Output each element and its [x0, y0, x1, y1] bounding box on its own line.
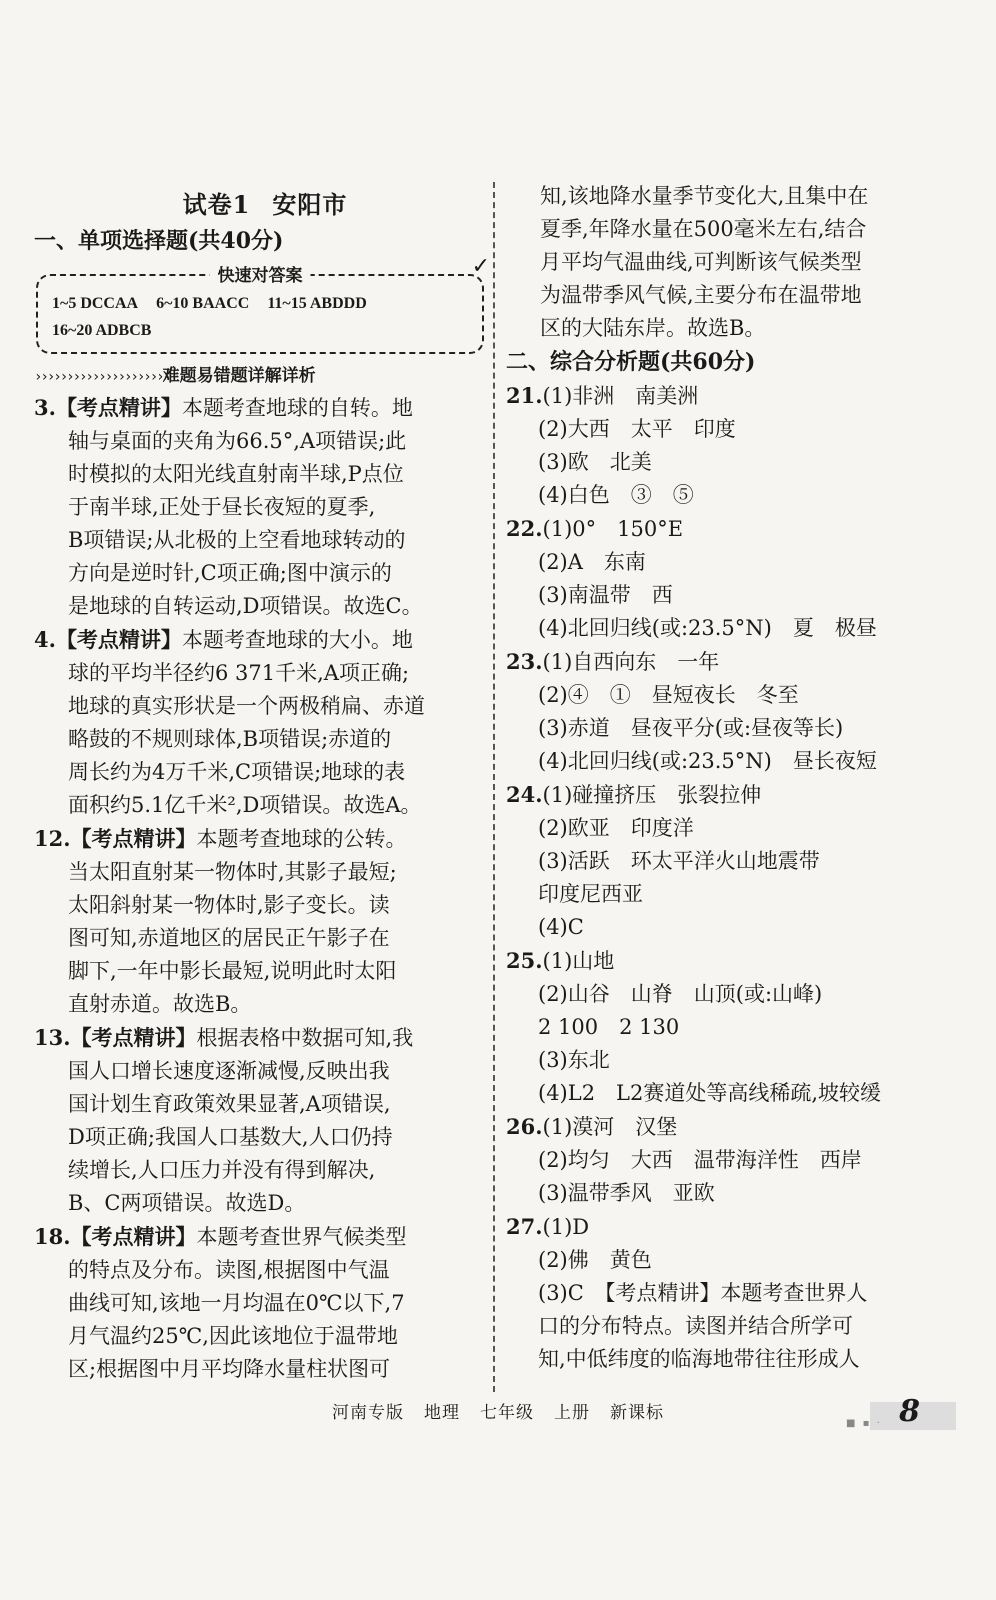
answer-text: (1)自西向东 一年	[542, 650, 720, 674]
paper-title	[34, 185, 496, 220]
explanation-line: 知,该地降水量季节变化大,且集中在	[540, 184, 869, 208]
explanation-text: 图可知,赤道地区的居民正午影子在	[68, 926, 390, 950]
explanation-line	[34, 623, 496, 657]
answer-text: (2)佛 黄色	[538, 1248, 652, 1272]
section-2-title: 二、综合分析题(共60分)	[506, 349, 756, 375]
explanation-line	[34, 524, 496, 557]
answer-question	[506, 645, 966, 679]
explanation-text: 本题考查地球的大小。地	[181, 628, 413, 652]
answer-text: (2)欧亚 印度洋	[538, 816, 694, 840]
footer-item: 上册	[554, 1403, 590, 1423]
question-number: 21.	[506, 383, 543, 408]
explanation-text: 直射赤道。故选B。	[68, 992, 252, 1016]
explanation-text: D项正确;我国人口基数大,人口仍持	[68, 1125, 393, 1149]
explanation-text: 本题考查世界气候类型	[196, 1225, 407, 1249]
answer-text: (4)北回归线(或:23.5°N) 夏 极昼	[538, 616, 877, 640]
key-point-tag: 【考点精讲】	[55, 627, 182, 652]
answer-text: (2)大西 太平 印度	[538, 417, 736, 441]
detail-banner	[34, 362, 496, 391]
question-number: 27.	[506, 1214, 543, 1239]
arrow-decoration-icon: ››››››››››››››››››››	[34, 369, 163, 385]
answer-question	[506, 778, 966, 812]
answer-text: 2 100 2 130	[538, 1015, 680, 1039]
explanation-line	[34, 1320, 496, 1353]
paper-label: 试卷1	[182, 190, 251, 219]
answer-text: (2)A 东南	[538, 550, 646, 574]
answer-text: (1)D	[542, 1215, 590, 1239]
explanation-text: 面积约5.1亿千米²,D项错误。故选A。	[68, 793, 422, 817]
answer-text: (3)温带季风 亚欧	[538, 1181, 715, 1205]
answer-text: (1)0° 150°E	[542, 517, 684, 541]
explanation-line	[34, 1021, 496, 1055]
answer-text: (3)欧 北美	[538, 450, 652, 474]
answer-question	[506, 1110, 966, 1144]
explanation-text: 是地球的自转运动,D项错误。故选C。	[68, 594, 423, 618]
page-number: 8	[899, 1394, 920, 1429]
question-number: 3.	[34, 395, 56, 420]
explanation-line	[34, 922, 496, 955]
explanation-text: 曲线可知,该地一月均温在0℃以下,7	[68, 1291, 405, 1315]
answer-key-group: 11~15 ABDDD	[267, 295, 367, 312]
explanation-line	[34, 391, 496, 425]
checkmark-icon: ✓	[471, 254, 490, 279]
question-number: 12.	[34, 826, 71, 851]
answer-text: (1)碰撞挤压 张裂拉伸	[542, 783, 762, 807]
answer-key-line	[52, 290, 468, 317]
answer-key-box	[36, 254, 490, 354]
answer-text: (4)白色 ③ ⑤	[538, 483, 694, 507]
answer-text: (3)C 【考点精讲】本题考查世界人	[538, 1281, 868, 1305]
answer-text: (3)东北	[538, 1048, 610, 1072]
explanation-line	[34, 1353, 496, 1386]
explanation-line	[34, 458, 496, 491]
column-divider	[493, 182, 495, 1392]
explanation-text: B项错误;从北极的上空看地球转动的	[68, 528, 406, 552]
explanation-text: 轴与桌面的夹角为66.5°,A项错误;此	[68, 429, 407, 453]
explanation-line	[34, 955, 496, 988]
explanation-line	[34, 756, 496, 789]
answer-text: (3)赤道 昼夜平分(或:昼夜等长)	[538, 716, 844, 740]
explanation-line	[34, 1287, 496, 1320]
answer-text: (2)均匀 大西 温带海洋性 西岸	[538, 1148, 862, 1172]
explanation-line	[34, 1055, 496, 1088]
explanation-line	[34, 723, 496, 756]
explanation-line	[34, 690, 496, 723]
explanation-line	[34, 1088, 496, 1121]
answer-text: (3)活跃 环太平洋火山地震带	[538, 849, 820, 873]
explanation-line	[34, 822, 496, 856]
question-number: 4.	[34, 627, 56, 652]
answer-text: (4)L2 L2赛道处等高线稀疏,坡较缓	[538, 1081, 882, 1105]
explanation-text: 太阳斜射某一物体时,影子变长。读	[68, 893, 390, 917]
explanation-text: 地球的真实形状是一个两极稍扁、赤道	[68, 694, 425, 718]
explanation-line	[34, 1187, 496, 1220]
explanation-text: 月气温约25℃,因此该地位于温带地	[68, 1324, 398, 1348]
left-column	[34, 185, 496, 1386]
dots-decoration-icon: ■ ▪ ·	[846, 1418, 882, 1429]
explanation-line	[34, 889, 496, 922]
key-point-tag: 【考点精讲】	[70, 1224, 197, 1249]
explanation-text: 国人口增长速度逐渐减慢,反映出我	[68, 1059, 390, 1083]
explanation-text: 脚下,一年中影长最短,说明此时太阳	[68, 959, 397, 983]
explanation-text: 球的平均半径约6 371千米,A项正确;	[68, 661, 410, 685]
explanation-line	[34, 856, 496, 889]
explanation-text: 根据表格中数据可知,我	[196, 1026, 414, 1050]
right-column	[506, 180, 966, 1376]
explanation-text: 的特点及分布。读图,根据图中气温	[68, 1258, 390, 1282]
answer-key-line	[52, 317, 468, 344]
section-1-title: 一、单项选择题(共40分)	[34, 228, 284, 254]
explanation-line	[34, 1121, 496, 1154]
paper-city: 安阳市	[272, 190, 348, 219]
answer-text: (1)山地	[542, 949, 615, 973]
explanation-text: 国计划生育政策效果显著,A项错误,	[68, 1092, 391, 1116]
explanation-text: B、C两项错误。故选D。	[68, 1191, 306, 1215]
explanation-line	[34, 1220, 496, 1254]
answer-text: (2)④ ① 昼短夜长 冬至	[538, 683, 799, 707]
explanation-text: 当太阳直射某一物体时,其影子最短;	[68, 860, 397, 884]
question-number: 18.	[34, 1224, 71, 1249]
answer-text: (1)非洲 南美洲	[542, 384, 699, 408]
key-point-tag: 【考点精讲】	[55, 395, 182, 420]
footer-item: 新课标	[610, 1403, 664, 1423]
question-number: 23.	[506, 649, 543, 674]
key-point-tag: 【考点精讲】	[70, 826, 197, 851]
answer-text: 口的分布特点。读图并结合所学可	[538, 1314, 853, 1338]
answer-key-group: 6~10 BAACC	[156, 295, 250, 312]
answer-question	[506, 379, 966, 413]
answer-question	[506, 944, 966, 978]
question-number: 13.	[34, 1025, 71, 1050]
answer-text: 印度尼西亚	[538, 882, 643, 906]
explanation-line	[34, 590, 496, 623]
question-number: 25.	[506, 948, 543, 973]
explanation-text: 续增长,人口压力并没有得到解决,	[68, 1158, 376, 1182]
explanation-line	[34, 557, 496, 590]
answer-key-group: 1~5 DCCAA	[52, 295, 139, 312]
continued-explanation	[506, 180, 966, 345]
banner-text: 难题易错题详解详析	[162, 366, 316, 386]
answer-key-title: 快速对答案	[210, 261, 311, 286]
explanation-text: 区;根据图中月平均降水量柱状图可	[68, 1357, 391, 1381]
question-number: 26.	[506, 1114, 543, 1139]
question-number: 22.	[506, 516, 543, 541]
explanation-text: 略鼓的不规则球体,B项错误;赤道的	[68, 727, 392, 751]
explanation-text: 本题考查地球的自转。地	[181, 396, 413, 420]
explanation-line: 区的大陆东岸。故选B。	[540, 316, 766, 340]
explanation-line: 月平均气温曲线,可判断该气候类型	[540, 250, 862, 274]
explanation-line	[34, 988, 496, 1021]
explanations-list	[34, 391, 496, 1386]
answer-question	[506, 1210, 966, 1244]
explanation-line	[34, 491, 496, 524]
explanation-text: 本题考查地球的公转。	[196, 827, 407, 851]
key-point-tag: 【考点精讲】	[70, 1025, 197, 1050]
explanation-text: 于南半球,正处于昼长夜短的夏季,	[68, 495, 376, 519]
answer-text: (4)北回归线(或:23.5°N) 昼长夜短	[538, 749, 877, 773]
question-number: 24.	[506, 782, 543, 807]
explanation-line	[34, 1154, 496, 1187]
explanation-line: 为温带季风气候,主要分布在温带地	[540, 283, 862, 307]
explanation-line: 夏季,年降水量在500毫米左右,结合	[540, 217, 867, 241]
explanation-line	[34, 657, 496, 690]
page-number-box	[836, 1394, 956, 1432]
answer-text: (1)漠河 汉堡	[542, 1115, 678, 1139]
answer-text: (2)山谷 山脊 山顶(或:山峰)	[538, 982, 823, 1006]
explanation-line	[34, 425, 496, 458]
answer-key-group: 16~20 ADBCB	[52, 322, 152, 339]
answer-text: (4)C	[538, 915, 584, 939]
footer-item: 七年级	[480, 1403, 534, 1423]
footer-item: 地理	[424, 1403, 460, 1423]
answer-text: 知,中低纬度的临海地带往往形成人	[538, 1347, 860, 1371]
explanation-text: 方向是逆时针,C项正确;图中演示的	[68, 561, 392, 585]
explanation-text: 时模拟的太阳光线直射南半球,P点位	[68, 462, 404, 486]
explanation-text: 周长约为4万千米,C项错误;地球的表	[68, 760, 406, 784]
footer-item: 河南专版	[332, 1403, 404, 1423]
explanation-line	[34, 1254, 496, 1287]
answer-text: (3)南温带 西	[538, 583, 673, 607]
explanation-line	[34, 789, 496, 822]
answer-question	[506, 512, 966, 546]
answers-list	[506, 379, 966, 1376]
